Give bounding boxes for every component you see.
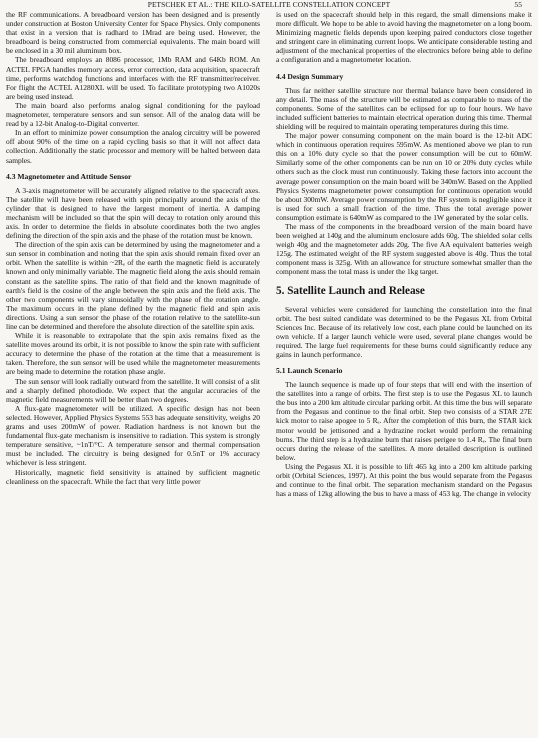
section-heading: 4.3 Magnetometer and Attitude Sensor [6,171,132,181]
paragraph: the RF communications. A breadboard version has been designed and is presently under construction at Boston University Center for Space Physics. Only components that exist in a version that is radhard to 1Mrad are being used. However, the breadboard is being constructed from commercial equivalents. The main board will be enclosed in a 30 mil aluminum box. [6,10,260,56]
section-heading: 5.1 Launch Scenario [276,366,343,376]
paragraph: The launch sequence is made up of four steps that will end with the insertion of the satellites into a range of orbits. The first step is to use the Pegasus XL to launch the bus into a 200 km altitude circular parking orbit. At this time the bus will separate from the Pegasus and continue to the final orbit. Step two consists of a STAR 27E kick motor to raise apogee to 5 Rₑ. After the completion of this burn, the STAR kick motor would be jettisoned and a hydrazine rocket would perform the remaining burns. The third step is a hydrazine burn that raises perigee to 1.4 Rₑ. The final burn occurs during the release of the satellites. A more detailed description is outlined below. [276,380,532,462]
section-heading: 4.4 Design Summary [276,71,344,81]
paragraph: The mass of the components in the breadboard version of the main board have been weighed at 140g and the aluminum enclosure adds 60g. The shielded solar cells weigh 40g and the magnetometer adds 20g. The five AA equivalent batteries weigh 125g. The estimated weight of the RF system suggested above is 40g. Thus the total component mass is 325g. With an allowance for structure somewhat smaller than the component mass the total mass is under the 1kg target. [276,221,532,277]
paragraph: A flux-gate magnetometer will be utilized. A specific design has not been selected. However, Applied Physics Systems 553 has adequate sensitivity, weighs 20 grams and uses 200mW of power. Radiation hardness is not known but the fundamental flux-gate mechanism is insensitive to radiation. This system is strongly temperature sensitive, ~1nT/°C. A temperature sensor and thermal compensation must be included. The circuitry is being designed for 0.5nT or 1% accuracy whichever is less stringent. [6,403,260,468]
paragraph: The direction of the spin axis can be determined by using the magnetometer and a sun sensor in combination and noting that the spin axis should remain fixed over an orbit. When the satellite is within ~2Rₑ of the earth the magnetic field is accurately known and only minimally variable. The magnetic field along the axis should remain constant as the satellite spins. The ratio of that field and the known magnitude of earth's field is the cosine of the angle between the spin axis and the field axis. The other two components will vary sinusoidally with the phase of the rotation angle. The maximum occurs in the plane defined by the magnetic field and spin axis directions. Using a sun sensor the phase of the rotation relative to the satellite-sun line can be determined and therefore the absolute direction of the satellite spin axis. [6,240,260,331]
paragraph: In an effort to minimize power consumption the analog circuitry will be powered off about 90% of the time on a rapid cycling basis so that it will not affect data collection. Additionally the static processor and memory will be halted between data samples. [6,128,260,165]
paragraph: The major power consuming component on the main board is the 12-bit ADC which in continuous operation requires 595mW. As mentioned above we plan to run this on a 10% duty cycle so that the power consumption will be cut to 60mW. Similarly some of the other components can be run on 10 or 20% duty cycles while others such as the clock must run continuously. Taking these factors into account the average power consumption on the main board will be 340mW. Based on the Applied Physics Systems magnetometer power consumption for continuous operation would be about 300mW. Average power consumption by the RF system is negligible since it is used for such a small fraction of the time. Thus the total average power consumption estimate is 640mW as compared to the 1W generated by the solar cells. [276,131,532,222]
paragraph: is used on the spacecraft should help in this regard, the small dimensions make it more difficult. We hope to be able to avoid having the magnetometer on a long boom. Minimizing magnetic fields depends upon keeping paired conductors close together and stringent care in eliminating current loops. We anticipate considerable testing and adjustment of the mechanical properties of the electronics before being able to define a configuration and a magnetometer location. [276,10,532,65]
running-header [0,0,538,10]
paragraph: The main board also performs analog signal conditioning for the payload magnetometer, temperature sensors and sun sensor. All of the analog data will be read by a 12-bit Analog-to-Digital converter. [6,100,260,129]
right-column [276,10,532,734]
page-number: 55 [514,0,522,9]
paragraph: A 3-axis magnetometer will be accurately aligned relative to the spacecraft axes. The satellite will have been released with spin principally around the axis of the cylinder that is designed to have the largest moment of inertia. A damping mechanism will be included so that the spin will decay to rotation only around this axis. In order to determine the fields in absolute coordinates both the two angles defining the direction of the spin axis and the phase of the rotation must be known. [6,185,260,241]
paragraph: The breadboard employs an 8086 processor, 1Mb RAM and 64Kb ROM. An ACTEL FPGA handles memory access, error correction, data acquisition, spacecraft time, performs watchdog functions and interfaces with the RF transmitter/receiver. For flight the ACTEL A1280XL will be used. To facilitate prototyping two A1020s are being used instead. [6,55,260,101]
paragraph: While it is reasonable to extrapolate that the spin axis remains fixed as the satellite moves around its orbit, it is not possible to know the spin rate with sufficient accuracy to determine the phase of the rotation at the time that a measurement is taken. Therefore, the sun sensor will be used while the magnetometer measurements are being made to determine the rotation phase angle. [6,331,260,377]
paragraph: Thus far neither satellite structure nor thermal balance have been considered in any detail. The mass of the structure will be estimated as comparable to mass of the components. Some of the satellites can be eclipsed for up to four hours. We have included sufficient batteries to maintain electrical operation during this time. Thermal shielding will be required to maintain operating temperatures during this time. [276,85,532,131]
paragraph: Using the Pegasus XL it is possible to lift 465 kg into a 200 km altitude parking orbit (Orbital Sciences, 1997). At this point the bus would separate from the Pegasus and continue to the final orbit. The separation mechanism standard on the Pegasus has a mass of 12kg allowing the bus to have a mass of 453 kg. The change in velocity [276,461,532,499]
running-title: PETSCHEK ET AL.: THE KILO-SATELLITE CONSTELLATION CONCEPT [147,0,391,9]
section-title: 5. Satellite Launch and Release [276,284,425,297]
paragraph: Several vehicles were considered for launching the constellation into the final orbit. The best suited candidate was determined to be the Pegasus XL from Orbital Sciences Inc. Because of its relatively low cost, each plane could be launched on its own vehicle. If a larger launch vehicle were used, several plane changes would be required. The large fuel requirements for these burns could significantly reduce any gains in launch performance. [276,304,532,359]
left-column [6,10,260,734]
paragraph: Historically, magnetic field sensitivity is attained by sufficient magnetic cleanliness on the spacecraft. While the fact that very little power [6,467,260,486]
paragraph: The sun sensor will look radially outward from the satellite. It will consist of a slit and a sharply defined photodiode. We expect that the angular accuracies of the magnetic field measurements will be better than two degrees. [6,376,260,404]
